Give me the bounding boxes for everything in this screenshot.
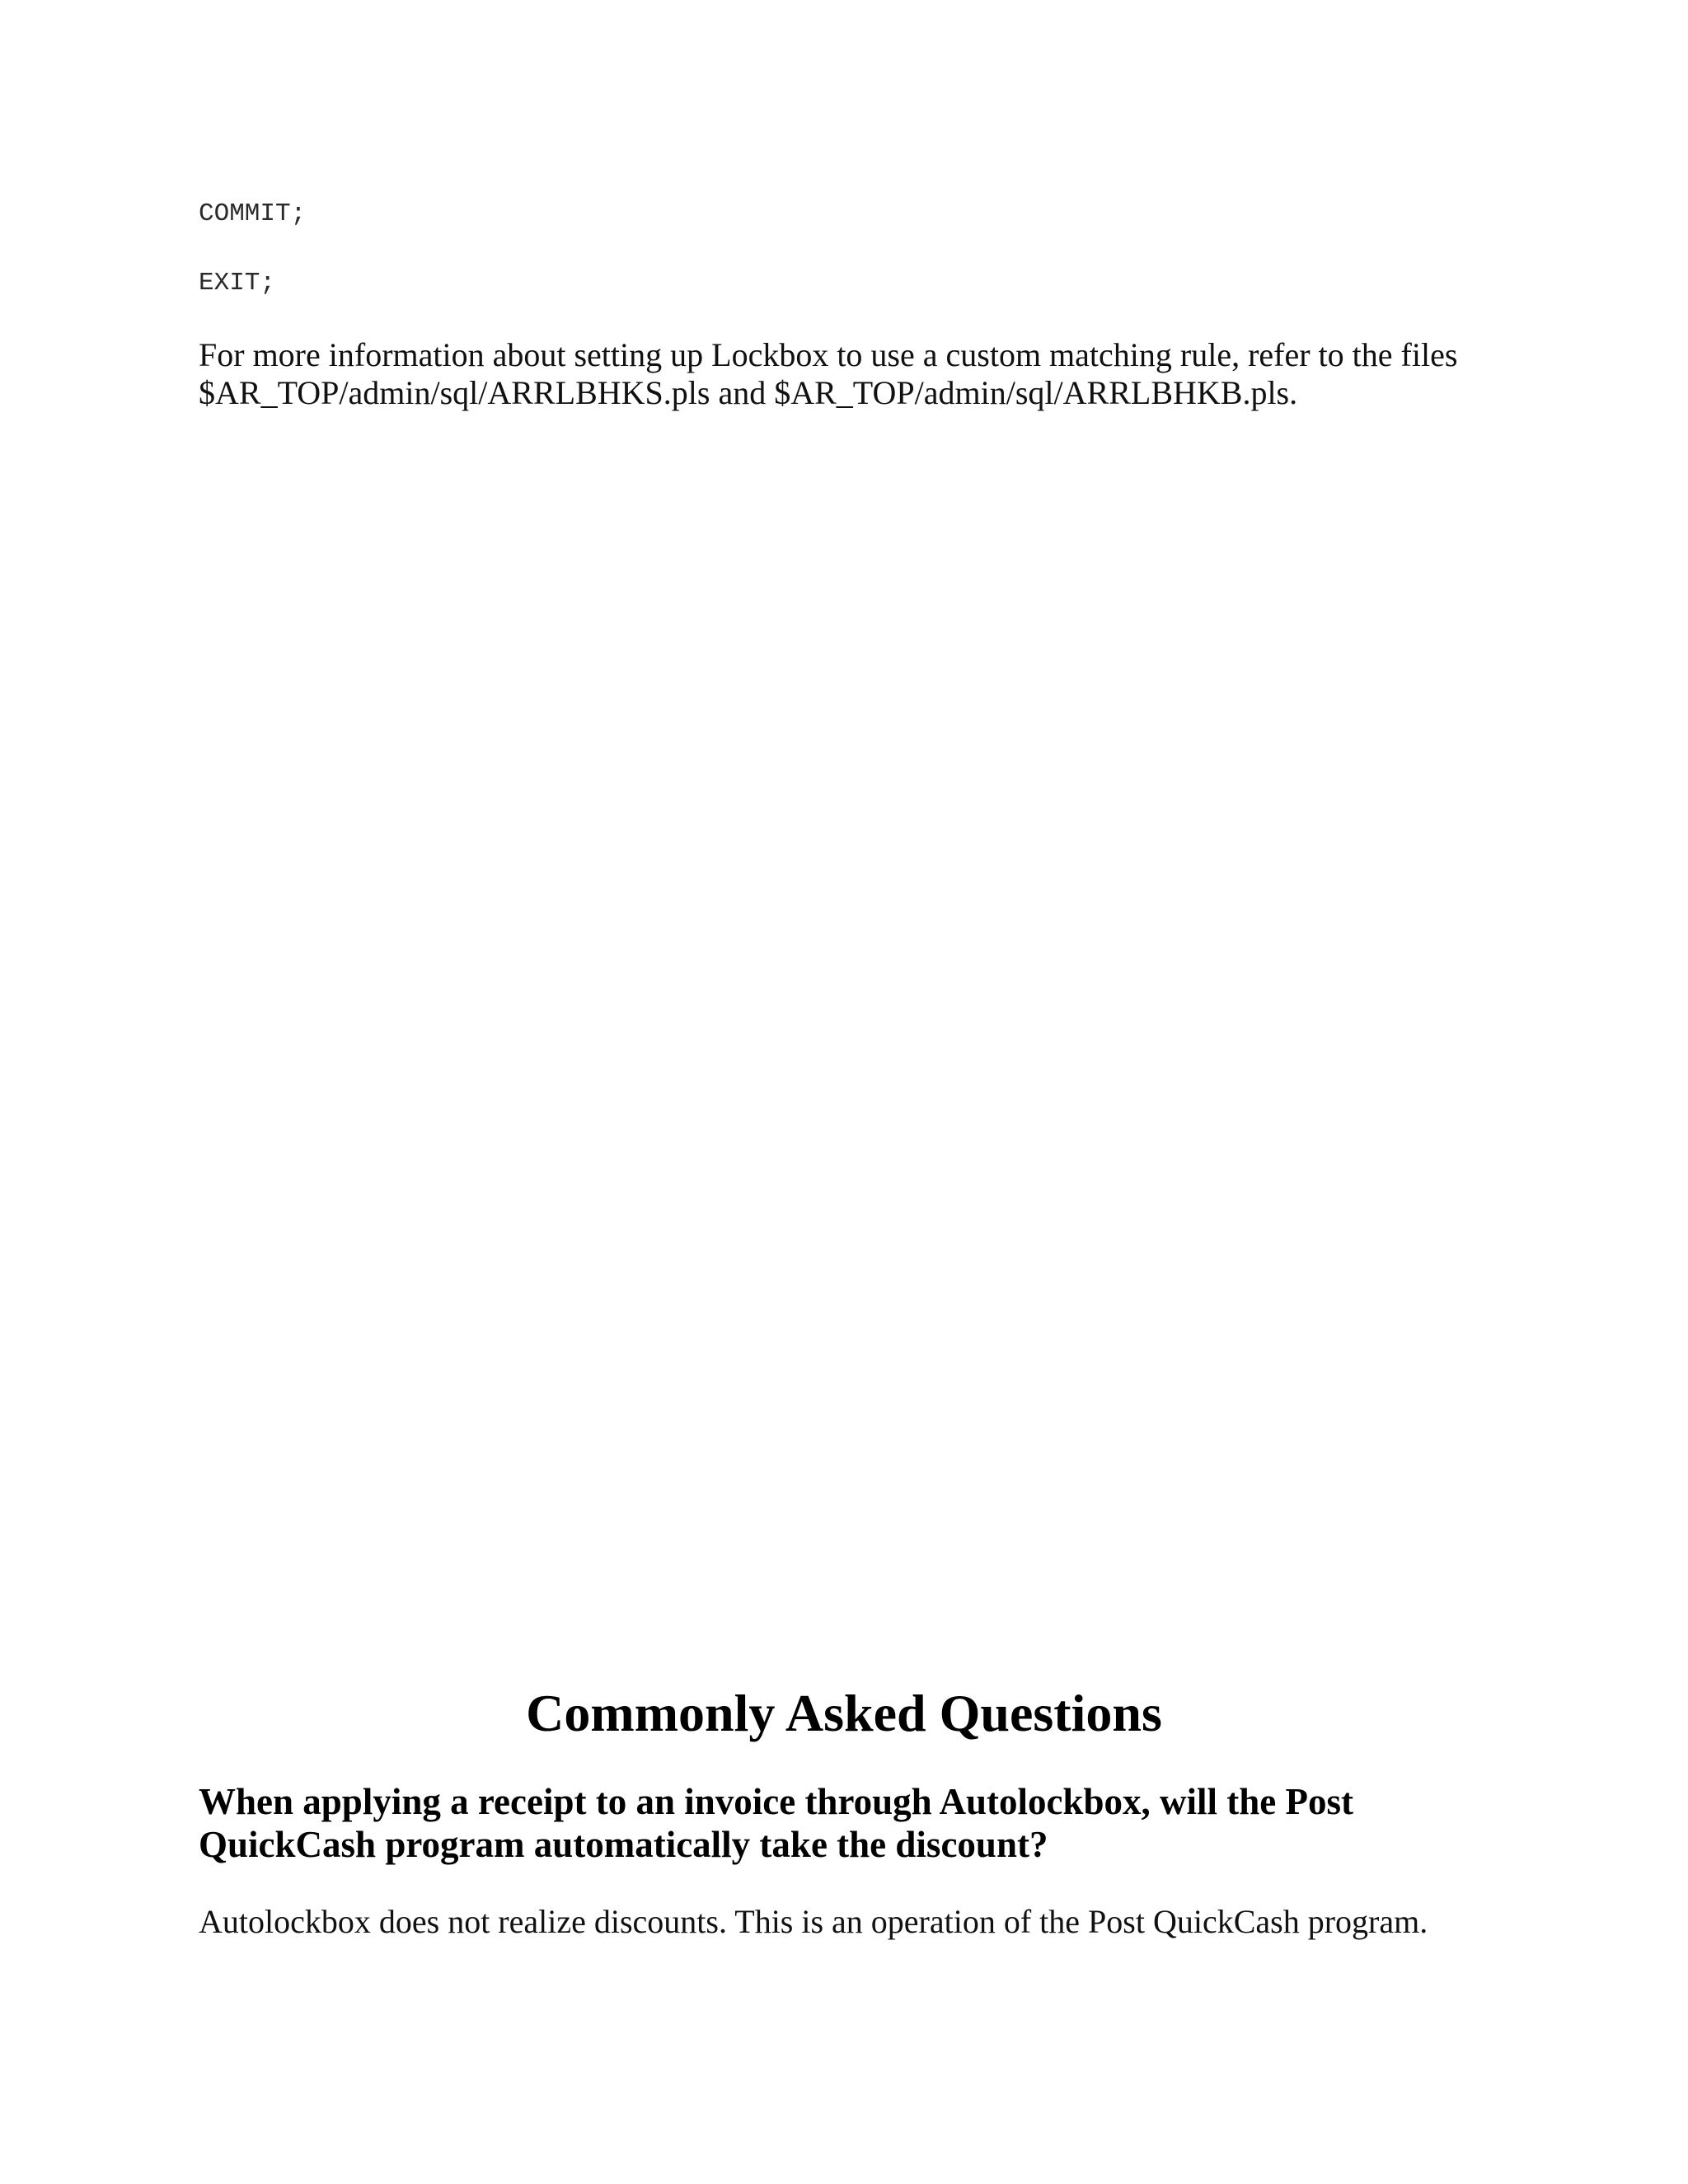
code-line-commit: COMMIT; [199, 199, 307, 228]
intro-paragraph [199, 336, 1484, 412]
intro-line-2: $AR_TOP/admin/sql/ARRLBHKS.pls and $AR_TOP/admin/sql/ARRLBHKB.pls. [199, 374, 1298, 411]
faq-question-line-1: When applying a receipt to an invoice through Autolockbox, will the Post [199, 1781, 1353, 1822]
intro-line-1: For more information about setting up Lockbox to use a custom matching rule, refer to the files [199, 336, 1458, 373]
faq-question-line-2: QuickCash program automatically take the discount? [199, 1824, 1048, 1865]
faq-answer: Autolockbox does not realize discounts. This is an operation of the Post QuickCash program. [199, 1903, 1428, 1940]
faq-question [199, 1780, 1517, 1866]
code-line-exit: EXIT; [199, 269, 276, 298]
section-heading: Commonly Asked Questions [526, 1684, 1162, 1742]
